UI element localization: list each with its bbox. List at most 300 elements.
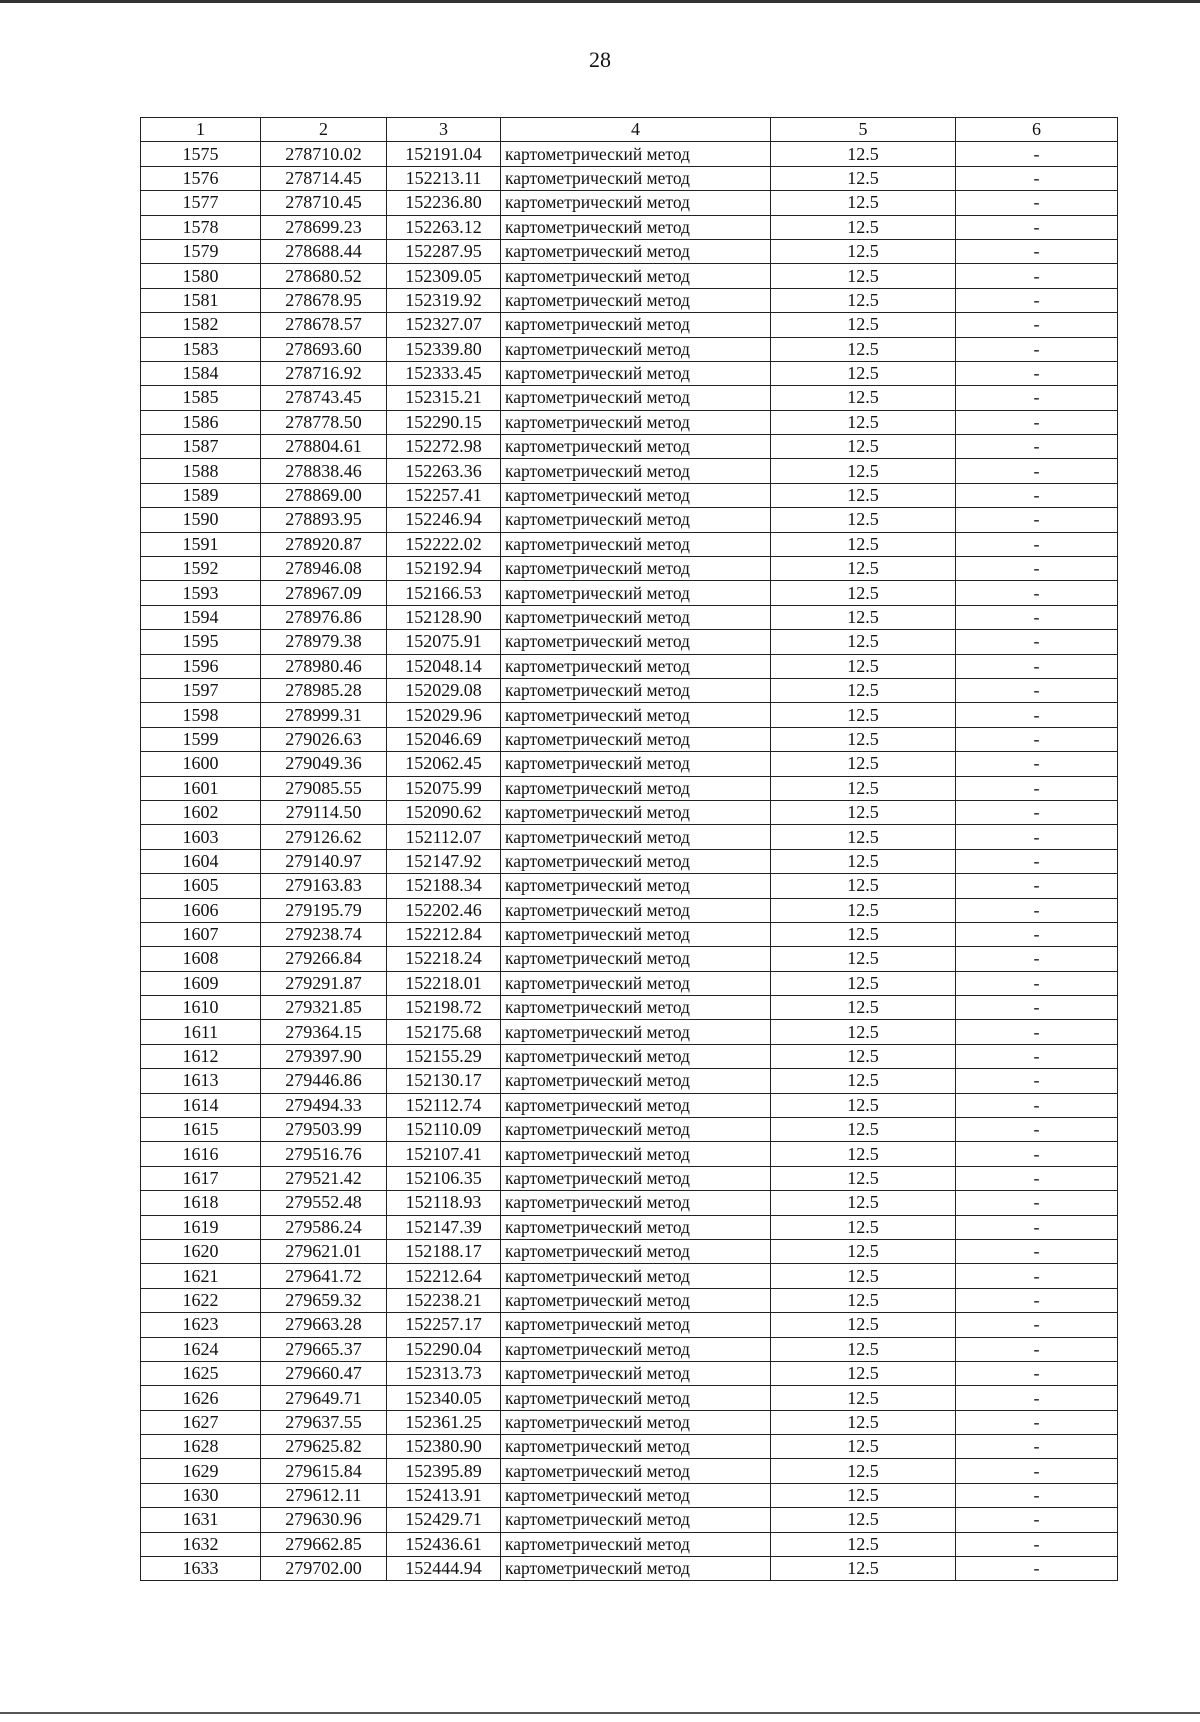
table-cell: картометрический метод [501,1386,771,1410]
table-cell: 12.5 [771,1069,956,1093]
table-cell: 279238.74 [261,922,387,946]
table-row [141,922,1118,946]
table-cell: 1601 [141,776,261,800]
table-row [141,1069,1118,1093]
column-header: 1 [141,118,261,142]
table-cell: картометрический метод [501,1557,771,1581]
table-cell: 1624 [141,1337,261,1361]
table-cell: картометрический метод [501,1483,771,1507]
table-cell: картометрический метод [501,1166,771,1190]
table-cell: картометрический метод [501,1044,771,1068]
table-cell: 12.5 [771,166,956,190]
table-cell: - [956,166,1118,190]
table-cell: 12.5 [771,386,956,410]
table-cell: - [956,483,1118,507]
table-cell: 1580 [141,264,261,288]
table-cell: 12.5 [771,1264,956,1288]
table-row [141,996,1118,1020]
table-cell: 1623 [141,1313,261,1337]
table-cell: 12.5 [771,361,956,385]
table-cell: картометрический метод [501,239,771,263]
table-cell: 1576 [141,166,261,190]
table-row [141,825,1118,849]
table-cell: 12.5 [771,410,956,434]
table-cell: картометрический метод [501,752,771,776]
table-cell: картометрический метод [501,678,771,702]
table-cell: 152290.04 [387,1337,501,1361]
column-header: 3 [387,118,501,142]
table-cell: 12.5 [771,1459,956,1483]
table-cell: 152090.62 [387,800,501,824]
table-cell: 12.5 [771,1191,956,1215]
table-cell: 279659.32 [261,1288,387,1312]
table-cell: 152029.08 [387,678,501,702]
table-cell: 279195.79 [261,898,387,922]
table-cell: 152112.74 [387,1093,501,1117]
table-cell: картометрический метод [501,581,771,605]
table-cell: 152075.99 [387,776,501,800]
table-cell: 152188.17 [387,1239,501,1263]
table-cell: - [956,1532,1118,1556]
table-cell: 1622 [141,1288,261,1312]
table-row [141,215,1118,239]
table-cell: 12.5 [771,605,956,629]
table-cell: 12.5 [771,337,956,361]
table-cell: картометрический метод [501,1532,771,1556]
table-cell: 1600 [141,752,261,776]
table-cell: картометрический метод [501,874,771,898]
table-cell: 1629 [141,1459,261,1483]
table-cell: - [956,532,1118,556]
table-cell: картометрический метод [501,1239,771,1263]
table-cell: - [956,776,1118,800]
table-cell: 12.5 [771,1557,956,1581]
table-cell: - [956,239,1118,263]
table-cell: картометрический метод [501,1020,771,1044]
table-cell: 279586.24 [261,1215,387,1239]
table-cell: - [956,678,1118,702]
table-cell: картометрический метод [501,410,771,434]
table-cell: 152444.94 [387,1557,501,1581]
table-cell: картометрический метод [501,166,771,190]
table-cell: - [956,508,1118,532]
table-cell: картометрический метод [501,703,771,727]
table-cell: 152106.35 [387,1166,501,1190]
table-cell: 152048.14 [387,654,501,678]
table-cell: 152147.92 [387,849,501,873]
table-cell: 278967.09 [261,581,387,605]
table-row [141,1313,1118,1337]
table-cell: 1579 [141,239,261,263]
table-cell: 12.5 [771,459,956,483]
table-row [141,678,1118,702]
table-cell: 12.5 [771,825,956,849]
table-cell: 12.5 [771,1166,956,1190]
table-cell: - [956,605,1118,629]
table-row [141,435,1118,459]
table-cell: 278680.52 [261,264,387,288]
table-cell: 1588 [141,459,261,483]
table-cell: картометрический метод [501,1313,771,1337]
table-cell: 12.5 [771,678,956,702]
table-cell: 1626 [141,1386,261,1410]
table-cell: 1631 [141,1508,261,1532]
table-cell: 152339.80 [387,337,501,361]
table-cell: 1606 [141,898,261,922]
table-cell: картометрический метод [501,508,771,532]
table-cell: - [956,435,1118,459]
table-cell: - [956,1410,1118,1434]
table-cell: 12.5 [771,483,956,507]
table-cell: 1596 [141,654,261,678]
bottom-scan-edge [0,1712,1200,1714]
table-row [141,727,1118,751]
table-cell: - [956,1361,1118,1385]
coordinates-table [140,117,1118,1581]
table-cell: картометрический метод [501,142,771,166]
table-cell: 278699.23 [261,215,387,239]
table-cell: - [956,996,1118,1020]
table-row [141,1093,1118,1117]
table-cell: 12.5 [771,996,956,1020]
table-cell: 1592 [141,557,261,581]
table-cell: 1599 [141,727,261,751]
table-cell: 12.5 [771,1142,956,1166]
table-cell: 12.5 [771,654,956,678]
table-row [141,971,1118,995]
column-header: 5 [771,118,956,142]
table-cell: 1590 [141,508,261,532]
table-cell: - [956,630,1118,654]
table-cell: - [956,1508,1118,1532]
table-row [141,1483,1118,1507]
table-cell: 278743.45 [261,386,387,410]
table-cell: 1612 [141,1044,261,1068]
table-cell: 1625 [141,1361,261,1385]
table-cell: 279364.15 [261,1020,387,1044]
table-cell: 12.5 [771,800,956,824]
table-row [141,142,1118,166]
table-row [141,361,1118,385]
table-cell: 12.5 [771,776,956,800]
table-cell: 152118.93 [387,1191,501,1215]
table-row [141,800,1118,824]
table-cell: - [956,386,1118,410]
table-cell: 152361.25 [387,1410,501,1434]
table-cell: 152238.21 [387,1288,501,1312]
table-cell: 1584 [141,361,261,385]
table-cell: 152272.98 [387,435,501,459]
table-cell: 1630 [141,1483,261,1507]
table-cell: - [956,1264,1118,1288]
table-cell: - [956,1483,1118,1507]
table-cell: - [956,947,1118,971]
table-row [141,605,1118,629]
table-cell: - [956,1215,1118,1239]
table-row [141,703,1118,727]
table-cell: - [956,800,1118,824]
table-row [141,752,1118,776]
table-cell: 279126.62 [261,825,387,849]
table-cell: 152313.73 [387,1361,501,1385]
table-cell: картометрический метод [501,1118,771,1142]
table-header-row [141,118,1118,142]
table-cell: картометрический метод [501,435,771,459]
table-cell: 12.5 [771,1093,956,1117]
table-row [141,166,1118,190]
table-cell: 152202.46 [387,898,501,922]
table-cell: 152436.61 [387,1532,501,1556]
table-cell: 152107.41 [387,1142,501,1166]
table-cell: 12.5 [771,581,956,605]
table-cell: - [956,1191,1118,1215]
table-cell: 278714.45 [261,166,387,190]
table-cell: 152290.15 [387,410,501,434]
table-cell: 279665.37 [261,1337,387,1361]
table-row [141,386,1118,410]
table-cell: картометрический метод [501,1337,771,1361]
table-cell: - [956,1069,1118,1093]
table-cell: 152112.07 [387,825,501,849]
table-cell: 152198.72 [387,996,501,1020]
table-cell: 1611 [141,1020,261,1044]
table-cell: картометрический метод [501,971,771,995]
table-cell: 279140.97 [261,849,387,873]
table-cell: картометрический метод [501,1093,771,1117]
table-cell: 152287.95 [387,239,501,263]
table-row [141,508,1118,532]
table-cell: 278688.44 [261,239,387,263]
table-row [141,1386,1118,1410]
table-cell: картометрический метод [501,1361,771,1385]
table-cell: 12.5 [771,239,956,263]
table-cell: 152192.94 [387,557,501,581]
table-cell: 1582 [141,313,261,337]
table-cell: 152062.45 [387,752,501,776]
table-cell: 1628 [141,1435,261,1459]
table-row [141,1020,1118,1044]
table-cell: картометрический метод [501,1435,771,1459]
table-cell: 152212.84 [387,922,501,946]
table-cell: 279521.42 [261,1166,387,1190]
table-cell: 12.5 [771,1508,956,1532]
table-cell: картометрический метод [501,337,771,361]
table-cell: 12.5 [771,1532,956,1556]
table-cell: 12.5 [771,508,956,532]
table-cell: 12.5 [771,1313,956,1337]
table-cell: 152309.05 [387,264,501,288]
table-cell: картометрический метод [501,288,771,312]
table-cell: картометрический метод [501,654,771,678]
table-cell: 152429.71 [387,1508,501,1532]
column-header: 2 [261,118,387,142]
table-cell: 152395.89 [387,1459,501,1483]
table-cell: 152191.04 [387,142,501,166]
table-row [141,1532,1118,1556]
table-cell: 1603 [141,825,261,849]
table-cell: - [956,337,1118,361]
table-cell: 12.5 [771,849,956,873]
table-row [141,947,1118,971]
table-cell: картометрический метод [501,922,771,946]
table-cell: 152340.05 [387,1386,501,1410]
table-cell: 152130.17 [387,1069,501,1093]
table-cell: 278893.95 [261,508,387,532]
table-cell: 1615 [141,1118,261,1142]
table-cell: 278716.92 [261,361,387,385]
table-cell: 279615.84 [261,1459,387,1483]
table-cell: - [956,1044,1118,1068]
table-cell: картометрический метод [501,898,771,922]
table-row [141,1142,1118,1166]
table-cell: 279663.28 [261,1313,387,1337]
table-cell: 12.5 [771,532,956,556]
table-cell: 1617 [141,1166,261,1190]
table-cell: 1618 [141,1191,261,1215]
table-row [141,288,1118,312]
table-cell: 12.5 [771,971,956,995]
table-cell: 12.5 [771,1044,956,1068]
table-cell: 152029.96 [387,703,501,727]
table-cell: 12.5 [771,947,956,971]
table-cell: 152263.12 [387,215,501,239]
table-cell: картометрический метод [501,727,771,751]
table-cell: 1586 [141,410,261,434]
table-cell: 12.5 [771,1020,956,1044]
table-cell: - [956,361,1118,385]
table-cell: 12.5 [771,215,956,239]
table-cell: картометрический метод [501,849,771,873]
table-cell: 12.5 [771,1118,956,1142]
table-cell: картометрический метод [501,1288,771,1312]
table-cell: 12.5 [771,264,956,288]
table-cell: - [956,849,1118,873]
table-cell: 1593 [141,581,261,605]
table-cell: - [956,557,1118,581]
table-cell: картометрический метод [501,557,771,581]
table-cell: 278920.87 [261,532,387,556]
table-cell: 279085.55 [261,776,387,800]
table-cell: 1605 [141,874,261,898]
table-body [141,142,1118,1581]
table-cell: 1591 [141,532,261,556]
table-cell: 1577 [141,191,261,215]
table-cell: 1614 [141,1093,261,1117]
table-cell: 1589 [141,483,261,507]
table-cell: 279114.50 [261,800,387,824]
table-cell: 278999.31 [261,703,387,727]
table-cell: 278869.00 [261,483,387,507]
table-cell: - [956,1386,1118,1410]
table-cell: картометрический метод [501,1410,771,1434]
table-cell: 278838.46 [261,459,387,483]
table-cell: - [956,264,1118,288]
table-cell: 152213.11 [387,166,501,190]
table-cell: 152218.24 [387,947,501,971]
table-cell: 279049.36 [261,752,387,776]
column-header: 4 [501,118,771,142]
table-cell: 279641.72 [261,1264,387,1288]
table-cell: картометрический метод [501,483,771,507]
table-cell: 1602 [141,800,261,824]
table-cell: 1585 [141,386,261,410]
table-cell: 12.5 [771,191,956,215]
table-cell: картометрический метод [501,947,771,971]
table-cell: 1595 [141,630,261,654]
table-row [141,557,1118,581]
column-header: 6 [956,118,1118,142]
table-row [141,532,1118,556]
table-cell: 152257.17 [387,1313,501,1337]
table-cell: 152380.90 [387,1435,501,1459]
table-row [141,1191,1118,1215]
table-row [141,1435,1118,1459]
table-cell: 278976.86 [261,605,387,629]
table-row [141,581,1118,605]
table-cell: 279026.63 [261,727,387,751]
table-cell: 152246.94 [387,508,501,532]
table-cell: картометрический метод [501,1069,771,1093]
table-cell: 279266.84 [261,947,387,971]
table-cell: картометрический метод [501,361,771,385]
table-cell: 279649.71 [261,1386,387,1410]
table-cell: 278985.28 [261,678,387,702]
table-cell: - [956,459,1118,483]
table-cell: 152110.09 [387,1118,501,1142]
table-cell: 279702.00 [261,1557,387,1581]
table-cell: 152188.34 [387,874,501,898]
table-cell: 152327.07 [387,313,501,337]
table-row [141,483,1118,507]
table-cell: 1620 [141,1239,261,1263]
table-cell: 12.5 [771,1337,956,1361]
table-cell: 12.5 [771,1435,956,1459]
table-row [141,1459,1118,1483]
table-cell: - [956,1288,1118,1312]
table-cell: 279662.85 [261,1532,387,1556]
table-cell: 152046.69 [387,727,501,751]
table-cell: картометрический метод [501,776,771,800]
table-cell: 278778.50 [261,410,387,434]
top-scan-edge [0,0,1200,3]
table-row [141,1508,1118,1532]
table-cell: 152257.41 [387,483,501,507]
table-cell: картометрический метод [501,532,771,556]
table-cell: 12.5 [771,435,956,459]
table-cell: 12.5 [771,752,956,776]
table-cell: - [956,1459,1118,1483]
table-row [141,1215,1118,1239]
table-row [141,874,1118,898]
table-cell: 278804.61 [261,435,387,459]
table-cell: - [956,1020,1118,1044]
table-row [141,1044,1118,1068]
page-number: 28 [589,47,611,72]
table-cell: 1632 [141,1532,261,1556]
table-cell: - [956,313,1118,337]
table-cell: 1609 [141,971,261,995]
table-cell: 12.5 [771,874,956,898]
table-cell: - [956,1142,1118,1166]
table-cell: 1583 [141,337,261,361]
table-cell: - [956,1239,1118,1263]
table-cell: 12.5 [771,1361,956,1385]
table-row [141,459,1118,483]
table-cell: 279446.86 [261,1069,387,1093]
table-cell: 1594 [141,605,261,629]
table-cell: 152147.39 [387,1215,501,1239]
table-cell: картометрический метод [501,630,771,654]
